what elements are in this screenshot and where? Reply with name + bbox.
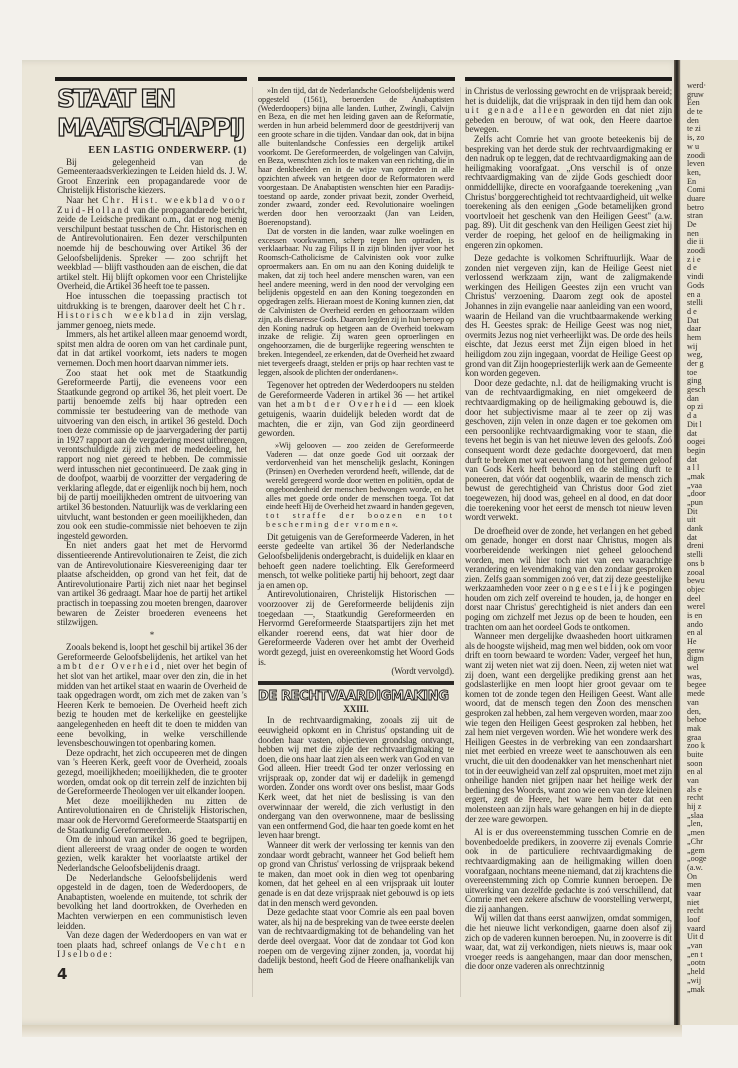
- paragraph: [57, 835, 247, 873]
- spaced-emphasis: ambt der Overheid: [291, 399, 399, 410]
- next-page-fragments: [687, 82, 707, 994]
- text-run: »Wij gelooven — zoo zeiden de Gereformeerde Vaderen — dat onze goede God uit oorzaak der verdorvenheid van het menschelijk geslacht, Koningen (Prinsen) en Overheden verordend heeft, willende, dat de wereld geregeerd worde door wetten en politiën, opdat de ongebondenheid der menschen bedwongen worde, en het alles met goede orde onder de menschen toega. Tot dat einde heeft Hij de Overheid het zwaard in handen gegeven,: [266, 440, 454, 512]
- text-run: Wij willen dat thans eerst aanwijzen, omdat sommigen, die het nieuwe licht verkondigen, gaarne doen alsof zij zich op de vaderen kunnen beroepen. Nu, in zooverre is dit waar, dat, wat zij verkondigen, niets nieuws is, maar ook vroeger reeds is aangehangen, maar dan door menschen, die door onze vaderen als onrechtzinnig: [465, 913, 672, 972]
- paragraph: [465, 914, 672, 972]
- fragment-line: „wij: [687, 975, 702, 985]
- text-run: Deze opdracht, het zich occupeeren met de dingen van 's Heeren Kerk, geeft voor de Overheid, zooals gezegd, moeilijkheden; moeilijkheden, die te grooter worden, omdat ook op dit terrein zelf de inzichten bij de Gereformeerde Theologen ver uit elkander loopen.: [57, 747, 247, 797]
- text-run: Wanneer dit werk der verlossing ter kennis van den zondaar wordt gebracht, wanneer het God belieft hem op grond van Christus' verlossing de vrijspraak bekend te maken, dan moet ook in dien weg tot openbaring komen, dat het geheel en al een vrijspraak uit louter genade is en dat deze vrijspraak niet gebouwd is op iets dat in den mensch werd gevonden.: [258, 840, 454, 908]
- fragment-line: der g: [687, 359, 704, 368]
- fragment-line: behoe: [687, 715, 707, 725]
- spaced-emphasis: tot straffe der boozen en tot bescherming der vromen: [266, 511, 454, 530]
- text-run: Met deze moeilijkheden nu zitten de Antirevolutionairen en de Christelijk Historischen, maar ook de Hervormd Gereformeerde Staatspartij en de Staatkundig Gereformeerden.: [57, 795, 247, 835]
- text-run: Immers, als het artikel alleen maar genoemd wordt, spitst men aldra de ooren om van het cardinale punt, dat in dat artikel voorkomt, iets naders te mogen vernemen. Doch men hoort daarvan nimmer iets.: [57, 329, 247, 369]
- text-run: Bij gelegenheid van de Gemeenteraadsverkiezingen te Leiden hield ds. J. W. Groot Enzerink een propagandarede voor de Christelijk Historische kiezers.: [57, 156, 247, 196]
- fragment-line: ken,: [687, 167, 701, 177]
- fragment-line: zooal: [687, 567, 705, 577]
- text-run: in Christus de verlossing gewrocht en de vrijspraak bereid; het is duidelijk, dat die vrijspraak in den tijd hem dan ook: [465, 86, 672, 106]
- fragment-line: vaard: [687, 923, 706, 933]
- fragment-line: loof: [687, 915, 701, 924]
- text-run: :: [109, 949, 112, 960]
- fragment-line: „gem: [687, 845, 705, 855]
- text-run: »In den tijd, dat de Nederlandsche Geloofsbelijdenis werd opgesteld (1561), beroerden de Anabaptisten (Wederdoopers) bijna alle landen. Luther, Zwingli, Calvijn en Beza, en die met hen leiding gaven aan de Reformatie, werden in hun arbeid belemmerd door de geestdrijverij van een groote schare in die tijden. Vandaar dan ook, dat in bijna alle buitenlandsche Confessies een dergelijk artikel voorkomt. De Gereformeerden, de volgelingen van Calvijn, en Beza, wenschten zich los te maken van een richting, die in haar denkbeelden en in de wijze van optreden in alle opzichten afweek van hetgeen door de Reformatoren werd voorgestaan. De Anabaptisten wenschten hier een Paradijs-toestand op aarde, zonder privaat bezit, zonder Overheid, zonder zwaard, zonder eed. Revolutionaire woelingen werden door hen veroorzaakt (Jan van Leiden, Boerenopstand).: [258, 86, 454, 227]
- fragment-line: „pun: [687, 498, 703, 507]
- headline-line: MAATSCHAPPIJ: [57, 113, 244, 142]
- paragraph: [57, 369, 247, 542]
- spaced-emphasis: uit genade alleen: [465, 105, 567, 116]
- fragment-line: op zi: [687, 402, 704, 412]
- text-run: De droefheid over de zonde, het verlangen en het gebed om genade, honger en dorst naar Christus, mogen als voorbereidende werkingen niet geheel geloochend worden, men wil hier toch niet van een waarachtige verandering en levendmaking van den zondaar gesproken zien. Zelfs gaan sommigen zoó ver, dat zij deze geestelijke werkzaamheden voor zeer: [465, 525, 672, 594]
- paragraph: [465, 632, 672, 824]
- fragment-line: mede: [687, 689, 705, 699]
- fragment-line: d e: [687, 263, 697, 273]
- fragment-line: oogei: [687, 437, 706, 447]
- fragment-line: Dit l: [687, 419, 702, 429]
- fragment-line: „Chr: [687, 836, 703, 846]
- section-headline: [57, 84, 247, 142]
- paragraph: [258, 87, 454, 228]
- fragment-line: dan: [687, 393, 699, 403]
- paragraph: [57, 931, 247, 960]
- fragment-line: deel: [687, 593, 701, 603]
- fragment-line: niet: [687, 897, 700, 907]
- paragraph: [57, 196, 247, 292]
- fragment-line: En: [687, 176, 697, 186]
- fragment-line: dreni: [687, 541, 704, 551]
- fragment-line: vaar: [687, 888, 702, 898]
- paragraph: [57, 749, 247, 797]
- fragment-line: „van: [687, 941, 703, 951]
- fragment-line: „held: [687, 967, 705, 977]
- text-run: In de rechtvaardigmaking, zooals zij uit de eeuwigheid opkomt en in Christus' opstanding uit de dooden haar vasten, objectieven grondslag ontvangt, hebben wij met die zijde der rechtvaardigmaking te doen, die ons haar laat zien als een werk van God en van God alleen. Hier treedt God ter onzer verlossing en vrijspraak op, zonder dat wij er dadelijk in gemengd worden. Zonder ons wordt over ons beslist, maar Gods Kerk weet, dat het niet de beslissing is van den overwinnaar der wereld, die zich verlustigt in den ondergang van den overwonnene, maar de beslissing van een ontfermend God, die haar ten goede komt en het leven haar brengt.: [258, 715, 454, 841]
- text-run: , niet over het begin of het slot van het artikel, maar over den zin, die in het midden van het artikel staat en waarin de Overheid de taak opgedragen wordt, om zich met de zaken van 's Heeren Kerk te bemoeien. De Overheid heeft zich bezig te houden met de kerkelijke en geestelijke aangelegenheden en heeft dit te doen te midden van eene bevolking, in welke verschillende levensbeschouwingen tot openbaring komen.: [57, 661, 247, 749]
- fragment-line: „men: [687, 828, 705, 838]
- paragraph: [57, 643, 247, 749]
- fragment-line: is en: [687, 610, 703, 620]
- article-body: [258, 87, 454, 667]
- fragment-line: wij: [687, 341, 698, 351]
- fragment-line: en al: [687, 767, 703, 777]
- text-run: Hoe intusschen die toepassing practisch tot uitdrukking is te brengen, daarover deelt het: [57, 290, 247, 311]
- column-divider: [460, 87, 461, 997]
- fragment-line: zoo k: [687, 741, 705, 751]
- paragraph: [465, 135, 672, 250]
- fragment-line: Uit d: [687, 932, 704, 942]
- fragment-line: „mak: [687, 984, 705, 994]
- fragment-line: vindi: [687, 272, 704, 282]
- paragraph: [258, 590, 454, 667]
- fragment-line: uit: [687, 515, 696, 525]
- fragment-line: w u: [687, 141, 700, 151]
- paragraph: [258, 716, 454, 841]
- paragraph: [258, 381, 454, 439]
- fragment-line: begee: [687, 680, 707, 690]
- fragment-line: den: [687, 115, 699, 125]
- fragment-line: zoodi: [687, 246, 706, 256]
- fragment-line: recht: [687, 906, 704, 916]
- paragraph: [57, 797, 247, 835]
- fragment-line: duare: [687, 193, 706, 203]
- top-rule: [258, 77, 455, 81]
- to-be-continued: (Wordt vervolgd).: [391, 666, 454, 677]
- paragraph: [258, 908, 454, 975]
- fragment-line: mak: [687, 723, 702, 733]
- fragment-line: (a.w.: [687, 862, 703, 872]
- article-body: [258, 716, 454, 975]
- paragraph: [57, 874, 247, 932]
- fragment-line: gesch: [687, 385, 706, 395]
- fragment-line: van: [687, 697, 699, 707]
- article-body: [57, 643, 247, 960]
- fragment-line: „mak: [687, 471, 705, 481]
- separator: *: [149, 629, 155, 640]
- text-run: pogingen houden om zich zelf overeind te houden, ja, de honger en dorst naar Christus' gerechtigheid is niet anders dan een poging om zichzelf met Jezus op de been te houden, een trachten om aan het oordeel Gods te ontkomen.: [465, 583, 672, 632]
- paragraph: [465, 87, 672, 135]
- fragment-line: ando: [687, 619, 703, 629]
- fragment-line: „len,: [687, 819, 703, 829]
- text-run: — een kloek getuigenis, waarin duidelijk beleden wordt dat de machten, die er zijn, van God zijn geordineerd geworden.: [258, 399, 454, 439]
- article-body: [57, 158, 247, 628]
- text-run: Deze gedachte staat voor Comrie als een paal boven water, als hij na de bespreking van de twee eerste deelen van de rechtvaardigmaking tot de behandeling van het derde deel overgaat. Voor dat de zondaar tot God kon roepen om de vergeving zijner zonden, ja, voordat hij dadelijk bestond, heeft God de Heere onafhankelijk van hem: [258, 907, 454, 975]
- fragment-line: Dat: [687, 315, 699, 325]
- fragment-line: hem: [687, 332, 702, 342]
- text-run: Zelfs acht Comrie het van groote beteekenis bij de bespreking van het derde stuk der rechtvaardigmaking er den nadruk op te leggen, dat de rechtvaardigmaking aan de heiligmaking voorafgaat. „Ons verschil is of onze rechtvaardigmaking van de zijde Gods geschiedt door onmiddellijke, directe en voorafgaande toerekening „van Christus' borggerechtigheid tot rechtvaardigheid, uit welke toerekening als den eenigen „Gode betamelijken grond voortvloeit het geschenk van den Heiligen Geest" (a.w. pag. 89). Uit dit geschenk van den Heiligen Geest ziet hij verder de roeping, het geloof en de heiligmaking in engeren zin opkomen.: [465, 133, 672, 250]
- fragment-line: De: [687, 220, 697, 229]
- fragment-line: wel: [687, 663, 699, 673]
- fragment-line: dat: [687, 428, 698, 438]
- fragment-line: „vaa: [687, 480, 702, 490]
- top-rule: [465, 77, 672, 81]
- text-run: van die propagandarede bericht, zeide de Leidsche predikant o.m., dat er nog menig verschilpunt bestaat tusschen de Chr. Historischen en de Antirevolutionairen. Een dezer verschilpunten noemde hij de beschouwing over Artikel 36 der Geloofsbelijdenis. Spreker — zoo schrijft het weekblad — blijft vasthouden aan de eischen, die dat artikel stelt. Hij blijft opkomen voor een Christelijke Overheid, die Artikel 36 heeft toe te passen.: [57, 204, 247, 292]
- fragment-line: stran: [687, 211, 703, 221]
- fragment-line: dank: [687, 524, 703, 534]
- fragment-line: ging: [687, 376, 702, 386]
- article-body: [465, 87, 672, 972]
- fragment-line: recht: [687, 793, 704, 803]
- text-run: Deze gedachte is volkomen Schriftuurlijk. Waar de zonden niet vergeven zijn, kan de Heilige Geest niet verlossend werkzaam zijn, want de zaligmakende werkingen des Heiligen Geestes zijn een vrucht van Christus' verzoening. Daarom zegt ook de apostel Johannes in zijn evangelie naar aanleiding van een woord, waarin de Heiland van die vruchtbaarmakende werking des H. Geestes sprak: de Heilige Geest was nog niet, overmits Jezus nog niet verheerlijkt was. De orde des heils eischte, dat Jezus eerst met Zijn eigen bloed in het heiligdom zou zijn ingegaan, voordat de Heilige Geest op grond van dit Zijn hoogepriesterlijk werk aan de Gemeente kon worden gegeven.: [465, 253, 672, 379]
- text-run: Al is er dus overeenstemming tusschen Comrie en de bovenbedoelde predikers, in zooverre zij evenals Comrie ook in de particuliere rechtvaardigmaking de rechtvaardigmaking aan de heiligmaking willen doen voorafgaan, nochtans meene niemand, dat zij krachtens die overeenstemming zich op Comrie kunnen beroepen. De uitwerking van dezelfde gedachte is zoó verschillend, dat Comrie met een zekere afschuw de voorstelling verwerpt, die zij aanhangen.: [465, 827, 672, 914]
- fragment-line: toe: [687, 367, 698, 377]
- fragment-line: de te: [687, 107, 703, 117]
- fragment-line: soon: [687, 758, 703, 768]
- fragment-line: graa: [687, 732, 702, 742]
- column-divider: [252, 87, 253, 997]
- top-rule: [55, 77, 247, 81]
- paragraph: [258, 533, 454, 591]
- fragment-line: bewu: [687, 576, 705, 586]
- fragment-line: dat: [687, 454, 698, 464]
- fragment-line: daar: [687, 324, 702, 334]
- page-number: 4: [57, 964, 68, 983]
- column-1: [57, 84, 247, 983]
- text-run: Zooals bekend is, loopt het geschil bij artikel 36 der Gereformeerde Geloofsbelijdenis, het artikel van het: [57, 642, 247, 662]
- spaced-emphasis: ambt der Overheid: [57, 661, 162, 672]
- text-run: Tegenover het optreden der Wederdoopers nu stelden de Gereformeerde Vaderen in artikel 36 — het artikel van het: [258, 380, 454, 410]
- paragraph: [258, 228, 454, 378]
- headline-line: STAAT EN: [57, 84, 175, 113]
- fragment-line: Een: [687, 98, 700, 108]
- fragment-line: ons b: [687, 558, 705, 568]
- text-run: Naar het: [66, 194, 103, 205]
- fragment-line: Gods: [687, 280, 705, 290]
- spaced-emphasis: Chr. Historisch weekblad: [57, 300, 247, 321]
- paragraph: [465, 527, 672, 633]
- fragment-line: „door: [687, 489, 706, 499]
- fragment-line: a l l: [687, 463, 700, 473]
- fragment-line: en al: [687, 628, 703, 638]
- fragment-line: On: [687, 871, 698, 881]
- fragment-line: He: [687, 637, 697, 646]
- binding-gutter: [674, 60, 680, 1025]
- fragment-line: nen: [687, 228, 699, 238]
- paragraph: [57, 541, 247, 627]
- fragment-line: begin: [687, 445, 706, 455]
- article-title: EEN LASTIG ONDERWERP. (1): [88, 145, 247, 156]
- fragment-line: digm: [687, 654, 704, 664]
- paragraph: [57, 292, 247, 330]
- text-run: Zoo staat het ook met de Staatkundig Gereformeerde Partij, die eveneens voor een Staatkunde gegrond op artikel 36, het pleit voert. De partij benoemde zelfs bij haar optreden een commissie ter bestudeering van de methode van uitvoering van den eisch, in artikel 36 gesteld. Doch toen deze commissie op de jaarvergadering der partij in 1927 rapport aan de vergadering moest uitbrengen, verontschuldigde zij zich met de mededeeling, het rapport nog niet gereed te hebben. De commissie werd intusschen niet gecontinueerd. De zaak ging in de doofpot, waarbij de voorzitter der vergadering de verklaring aflegde, dat er eigenlijk noch bij hem, noch bij de partij moeilijkheden omtrent de uitvoering van artikel 36 bestonden. Natuurlijk was de verklaring een uitvlucht, want bestonden er geen moeilijkheden, dan zou ook een studie-commissie niet behoeven te zijn ingesteld geworden.: [57, 367, 247, 541]
- fragment-line: den,: [687, 706, 701, 716]
- fragment-line: gruw: [687, 89, 704, 99]
- fragment-line: betro: [687, 202, 704, 212]
- column-3: [465, 87, 672, 972]
- text-run: En niet anders gaat het met de Hervormd dissentieerende Antirevolutionairen te Zeist, die zich van de Antirevolutionaire Kiesvereeniging daar ter plaatse afscheidden, op grond van het feit, dat de Antirevolutionaire Partij zich niet naar het beginsel van artikel 36 gedraagt. Maar hoe de partij het artikel practisch in toepassing zou moeten brengen, daarover bewaren de Zeister broederen eveneens het stilzwijgen.: [57, 540, 247, 628]
- fragment-line: als e: [687, 784, 702, 794]
- paragraph: [266, 442, 454, 530]
- text-run: Van deze dagen der Wederdoopers en van wat er toen plaats had, schreef onlangs de: [57, 930, 247, 950]
- fragment-line: z i e: [687, 254, 701, 264]
- fragment-line: te zi: [687, 124, 701, 134]
- column-2: [258, 87, 454, 975]
- fragment-line: Dit: [687, 506, 698, 516]
- page-bottom-edge: [22, 1025, 682, 1037]
- paragraph: [57, 158, 247, 196]
- text-run: Om de inhoud van artikel 36 goed te begrijpen, dient allereerst de vraag onder de oogen te worden gezien, welk karakter het voorlaatste artikel der Nederlandsche Geloofsbelijdenis draagt.: [57, 834, 247, 873]
- fragment-line: d a: [687, 411, 697, 421]
- paragraph: [465, 379, 672, 523]
- fragment-line: leven: [687, 159, 705, 169]
- text-run: geworden en dat niet zijn gebeden en berouw, of wat ook, den Heere daartoe bewegen.: [465, 105, 672, 135]
- text-run: Dit getuigenis van de Gereformeerde Vaderen, in het eerste gedeelte van artikel 36 der Nederlandsche Geloofsbelijdenis ondergebracht, is duidelijk en klaar en behoeft geen nadere toelichting. Elk Gereformeerd mensch, tot welke politieke partij hij behoort, zegt daar ja en amen op.: [258, 531, 454, 590]
- fragment-line: d e: [687, 306, 697, 316]
- fragment-line: objec: [687, 584, 705, 594]
- fragment-line: werd·: [687, 81, 707, 90]
- fragment-line: stelli: [687, 298, 703, 308]
- fragment-line: „en t: [687, 949, 703, 959]
- spaced-emphasis: Vecht en IJselbode: [57, 939, 247, 960]
- fragment-line: genw: [687, 645, 705, 655]
- fragment-line: buite: [687, 749, 704, 759]
- fragment-line: en a: [687, 289, 701, 299]
- text-run: De Nederlandsche Geloofsbelijdenis werd opgesteld in de dagen, toen de Wederdoopers, de Anabaptisten, woelende en muitende, tot schrik der bevolking het land doortrokken, de Overheden en Machten verwierpen en een communistisch leven leidden.: [57, 872, 247, 931]
- fragment-line: dat: [687, 532, 698, 542]
- article-number: XXIII.: [343, 703, 369, 714]
- fragment-line: weg,: [687, 350, 703, 360]
- fragment-line: die ii: [687, 237, 704, 247]
- paragraph: [258, 841, 454, 908]
- spaced-emphasis: ongeestelijke: [562, 583, 637, 594]
- fragment-line: van: [687, 776, 699, 785]
- section-rule: [258, 681, 454, 685]
- text-run: Antirevolutionairen, Christelijk Historischen — voorzoover zij de Gereformeerde belijdenis zijn toegedaan —, Staatkundig Gereformeerden en Hervormd Gereformeerde Staatspartijers zijn het met elkander roerend eens, dat wat hier door de Gereformeerde Vaderen over het ambt der Overheid wordt gezegd, juist en overeenkomstig het Woord Gods is.: [258, 589, 454, 667]
- fragment-line: men: [687, 880, 702, 890]
- paragraph: [465, 828, 672, 914]
- fragment-line: is, zo: [687, 133, 705, 143]
- text-run: Wanneer men dergelijke dwaasheden hoort uitkramen als de hoogste wijsheid, mag men wel bidden, ook om voor drift en toorn bewaard te worden: Vader, vergeef het hun, want zij weten niet wat zij doen. Neen, zij weten niet wat zij doen, want een dergelijke prediking grenst aan het godslasterlijke en men loopt hier groot gevaar om te komen tot de zonde tegen den Heiligen Geest. Want alle woord, dat de mensch tegen den Zoon des menschen gesproken zal hebben, zal hem vergeven worden, maar zoo wie tegen den Heiligen Geest gesproken zal hebben, het zal hem niet vergeven worden. Wie het wondere werk des Heiligen Geestes in de verbreking van een zondaarshart niet met eerbied en vreeze weet te aanschouwen als een vrucht, die uit den doodenakker van het menschenhart niet tot in der eeuwigheid van zelf zal opspruiten, moet met zijn onheilige handen niet grijpen naar het heilige werk der bediening des Woords, want zoo wie een van deze kleinen ergert, zegt de Heere, het ware hem beter dat een molensteen aan zijn hals ware gehangen en hij in de diepte der zee ware geworpen.: [465, 631, 672, 824]
- paragraph: [465, 254, 672, 379]
- text-run: Door deze gedachte, n.l. dat de heiligmaking vrucht is van de rechtvaardigmaking, en niet omgekeerd de rechtvaardigmaking op de heiligmaking gebouwd is, die door het subjectivisme maar al te zeer op zij was geschoven, zijn velen in onze dagen er toe gekomen om een persoonlijke rechtvaardigmaking voor te staan, die tevens het begin is van het nieuwe leven des geloofs. Zoó consequent wordt deze gedachte doorgevoerd, dat men durft te breken met wat eeuwen lang tot het gemeen geloof van Gods Kerk heeft behoord en de stelling durft te poneeren, dat vóór dat oogenblik, waarin de mensch zich bewust de gerechtigheid van Christus door God ziet toegewezen, hij dood was, geheel en al dood, en dat door die toerekening voor het eerst de mensch tot nieuw leven wordt verwekt.: [465, 377, 672, 523]
- text-run: Dat de vorsten in die landen, waar zulke woelingen en excessen voorkwamen, scherp tegen hen optraden, is verklaarbaar. Nu zag Filips II in zijn blinden ijver voor het Roomsch-Catholicisme de Calvinisten ook voor zulke oproermakers aan. En om nu aan den Koning duidelijk te maken, dat zij toch heel andere menschen waren, van een heel andere meening, werd in den nood der vervolging een belijdenis opgesteld en aan den Koning toegezonden en opgedragen zelfs. Hieraan moest de Koning kunnen zien, dat de Calvinisten de Overheid eerden en gehoorzaam wilden zijn, als dienaresse Gods. Daarom legden zij in hun beroep op den Koning nadruk op hetgeen aan de Overheid toekwam inzake de religie. Zij waren geen oproerlingen en ongehoorzamen, die de burgerlijke regeering wenschten te breken. Integendeel, ze erkenden, dat de Overheid het zwaard niet tevergeefs draagt, stelden er prijs op haar rechten vast te leggen, alsook de plichten der onderdanen«.: [258, 226, 454, 377]
- fragment-line: werel: [687, 602, 706, 612]
- fragment-line: was,: [687, 671, 702, 681]
- next-page-edge: [681, 60, 738, 1025]
- text-run: in zijn verslag, jammer genoeg, niets mede.: [57, 310, 247, 330]
- fragment-line: zoodi: [687, 150, 706, 160]
- fragment-line: „ooge: [687, 854, 707, 864]
- text-run: «.: [391, 520, 398, 530]
- fragment-line: hij z: [687, 802, 702, 812]
- section-headline: DE RECHTVAARDIGMAKING: [258, 688, 449, 704]
- paragraph: [57, 330, 247, 368]
- fragment-line: stelli: [687, 550, 703, 560]
- fragment-line: „slaa: [687, 810, 704, 820]
- fragment-line: „ootn: [687, 958, 706, 968]
- fragment-line: Comi: [687, 185, 706, 195]
- spaced-emphasis: Chr. Hist. weekblad voor Zuid-Holland: [57, 194, 247, 215]
